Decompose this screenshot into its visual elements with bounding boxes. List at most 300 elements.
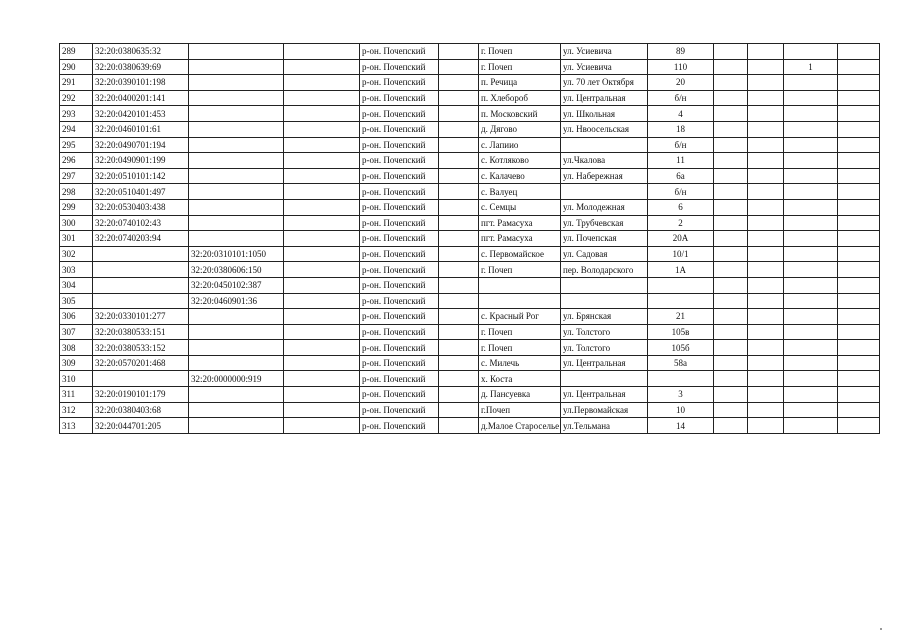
cell-num: 291 (60, 75, 93, 91)
cell-locality: с. Красный Рог (479, 309, 561, 325)
table-row (60, 137, 880, 153)
cell-locality: д. Пансуевка (479, 387, 561, 403)
cell-street (561, 277, 648, 293)
cell-district: р-он. Почепский (360, 324, 439, 340)
cell-locality: г.Почеп (479, 402, 561, 418)
cell-blank (439, 215, 479, 231)
cell-district: р-он. Почепский (360, 418, 439, 434)
cell-cad2 (189, 355, 284, 371)
cell-num: 307 (60, 324, 93, 340)
cell-blank (284, 277, 360, 293)
cell-street: ул. Усиевича (561, 44, 648, 60)
cell-house: 3 (648, 387, 714, 403)
cell-street: ул.Тельмана (561, 418, 648, 434)
cell-blank (838, 215, 880, 231)
cell-street: ул.Чкалова (561, 153, 648, 169)
cell-blank (748, 59, 784, 75)
cell-cad2 (189, 324, 284, 340)
cell-blank (714, 355, 748, 371)
cell-blank (439, 387, 479, 403)
cell-blank (439, 340, 479, 356)
cell-cad1: 32:20:0510401:497 (93, 184, 189, 200)
cell-blank (714, 199, 748, 215)
cell-district: р-он. Почепский (360, 137, 439, 153)
cell-house: 58а (648, 355, 714, 371)
table-row (60, 90, 880, 106)
cell-blank (284, 387, 360, 403)
cell-cad1 (93, 371, 189, 387)
table-row (60, 324, 880, 340)
cell-locality: д.Малое Староселье (479, 418, 561, 434)
cell-cad2: 32:20:0000000:919 (189, 371, 284, 387)
cell-blank (748, 355, 784, 371)
cell-street: ул. Толстого (561, 324, 648, 340)
cell-num: 310 (60, 371, 93, 387)
cell-district: р-он. Почепский (360, 309, 439, 325)
cell-blank (284, 340, 360, 356)
cell-district: р-он. Почепский (360, 75, 439, 91)
cell-blank (284, 371, 360, 387)
cell-house: 10/1 (648, 246, 714, 262)
cell-blank (838, 277, 880, 293)
cell-num: 293 (60, 106, 93, 122)
cell-district: р-он. Почепский (360, 277, 439, 293)
cell-street: ул. Центральная (561, 387, 648, 403)
cell-street (561, 371, 648, 387)
cell-blank (439, 59, 479, 75)
cell-house: б/н (648, 184, 714, 200)
table-row (60, 168, 880, 184)
cell-blank (838, 184, 880, 200)
cell-blank (748, 121, 784, 137)
property-registry-table (59, 43, 880, 434)
cell-extra (784, 340, 838, 356)
cell-blank (748, 184, 784, 200)
cell-street: ул. Усиевича (561, 59, 648, 75)
table-row (60, 277, 880, 293)
cell-extra (784, 44, 838, 60)
table-row (60, 153, 880, 169)
cell-blank (439, 309, 479, 325)
cell-blank (714, 44, 748, 60)
cell-cad2 (189, 121, 284, 137)
cell-blank (748, 199, 784, 215)
cell-num: 292 (60, 90, 93, 106)
cell-locality: п. Московский (479, 106, 561, 122)
cell-house: 105в (648, 324, 714, 340)
cell-cad1: 32:20:0490701:194 (93, 137, 189, 153)
cell-district: р-он. Почепский (360, 402, 439, 418)
cell-extra (784, 402, 838, 418)
cell-num: 305 (60, 293, 93, 309)
cell-locality: с. Первомайское (479, 246, 561, 262)
cell-blank (714, 246, 748, 262)
cell-cad1: 32:20:0530403:438 (93, 199, 189, 215)
cell-num: 312 (60, 402, 93, 418)
cell-blank (284, 309, 360, 325)
cell-blank (284, 293, 360, 309)
table-row (60, 418, 880, 434)
cell-extra (784, 153, 838, 169)
cell-blank (284, 262, 360, 278)
cell-extra (784, 309, 838, 325)
cell-blank (838, 137, 880, 153)
cell-house: 11 (648, 153, 714, 169)
cell-blank (439, 371, 479, 387)
cell-locality: г. Почеп (479, 59, 561, 75)
cell-blank (748, 418, 784, 434)
cell-extra (784, 168, 838, 184)
cell-extra (784, 355, 838, 371)
cell-num: 311 (60, 387, 93, 403)
cell-house: 1А (648, 262, 714, 278)
cell-cad1 (93, 246, 189, 262)
table-row (60, 371, 880, 387)
cell-blank (439, 199, 479, 215)
cell-blank (284, 215, 360, 231)
cell-blank (748, 293, 784, 309)
cell-cad1 (93, 262, 189, 278)
cell-house: 14 (648, 418, 714, 434)
cell-district: р-он. Почепский (360, 215, 439, 231)
cell-blank (714, 402, 748, 418)
cell-house: 2 (648, 215, 714, 231)
cell-cad1 (93, 293, 189, 309)
cell-locality: п. Хлебороб (479, 90, 561, 106)
cell-street: ул.Первомайская (561, 402, 648, 418)
cell-cad2 (189, 137, 284, 153)
cell-street: ул. Почепская (561, 231, 648, 247)
cell-blank (714, 59, 748, 75)
cell-blank (439, 355, 479, 371)
cell-extra (784, 324, 838, 340)
table-row (60, 184, 880, 200)
cell-blank (714, 309, 748, 325)
cell-blank (714, 418, 748, 434)
cell-house: 18 (648, 121, 714, 137)
table-row (60, 340, 880, 356)
cell-blank (439, 231, 479, 247)
cell-cad1 (93, 277, 189, 293)
cell-house (648, 277, 714, 293)
cell-street: ул. Молодежная (561, 199, 648, 215)
cell-num: 295 (60, 137, 93, 153)
cell-blank (284, 137, 360, 153)
cell-blank (284, 75, 360, 91)
cell-extra (784, 137, 838, 153)
cell-blank (714, 371, 748, 387)
cell-blank (748, 402, 784, 418)
cell-num: 290 (60, 59, 93, 75)
cell-blank (439, 121, 479, 137)
cell-blank (748, 262, 784, 278)
cell-house: 110 (648, 59, 714, 75)
cell-house: 89 (648, 44, 714, 60)
cell-district: р-он. Почепский (360, 59, 439, 75)
cell-house: 10 (648, 402, 714, 418)
cell-house: 105б (648, 340, 714, 356)
table-row (60, 106, 880, 122)
cell-blank (439, 418, 479, 434)
table-row (60, 121, 880, 137)
cell-extra (784, 184, 838, 200)
cell-cad2: 32:20:0310101:1050 (189, 246, 284, 262)
cell-district: р-он. Почепский (360, 121, 439, 137)
cell-house: 6а (648, 168, 714, 184)
table-row (60, 215, 880, 231)
cell-extra (784, 199, 838, 215)
cell-street: пер. Володарского (561, 262, 648, 278)
cell-extra (784, 277, 838, 293)
cell-blank (284, 199, 360, 215)
cell-num: 308 (60, 340, 93, 356)
cell-house: б/н (648, 90, 714, 106)
cell-house: 20 (648, 75, 714, 91)
table-row (60, 59, 880, 75)
table-row (60, 44, 880, 60)
cell-locality: с. Лапиио (479, 137, 561, 153)
cell-blank (284, 59, 360, 75)
cell-locality: х. Коста (479, 371, 561, 387)
cell-blank (284, 231, 360, 247)
table-row (60, 402, 880, 418)
cell-extra (784, 215, 838, 231)
cell-blank (284, 184, 360, 200)
cell-blank (714, 293, 748, 309)
cell-cad2 (189, 153, 284, 169)
cell-locality: г. Почеп (479, 262, 561, 278)
cell-blank (439, 106, 479, 122)
cell-extra (784, 90, 838, 106)
cell-street: ул. Брянская (561, 309, 648, 325)
cell-blank (838, 418, 880, 434)
cell-num: 306 (60, 309, 93, 325)
cell-blank (439, 293, 479, 309)
cell-blank (748, 153, 784, 169)
cell-blank (439, 184, 479, 200)
cell-district: р-он. Почепский (360, 184, 439, 200)
cell-cad1: 32:20:0380635:32 (93, 44, 189, 60)
cell-blank (714, 137, 748, 153)
cell-blank (748, 90, 784, 106)
cell-locality: пгт. Рамасуха (479, 231, 561, 247)
cell-district: р-он. Почепский (360, 106, 439, 122)
cell-blank (838, 387, 880, 403)
cell-blank (714, 75, 748, 91)
cell-cad2 (189, 309, 284, 325)
cell-district: р-он. Почепский (360, 355, 439, 371)
cell-blank (439, 153, 479, 169)
cell-blank (284, 44, 360, 60)
cell-house (648, 293, 714, 309)
cell-blank (838, 309, 880, 325)
cell-blank (838, 324, 880, 340)
cell-cad1: 32:20:0740102:43 (93, 215, 189, 231)
cell-blank (838, 371, 880, 387)
cell-extra (784, 262, 838, 278)
cell-cad1: 32:20:0380533:151 (93, 324, 189, 340)
cell-street (561, 293, 648, 309)
cell-blank (748, 277, 784, 293)
cell-locality: п. Речица (479, 75, 561, 91)
cell-blank (439, 90, 479, 106)
cell-blank (838, 75, 880, 91)
table-row (60, 309, 880, 325)
cell-blank (284, 168, 360, 184)
cell-blank (284, 153, 360, 169)
cell-blank (748, 371, 784, 387)
cell-blank (748, 309, 784, 325)
registry-body (60, 44, 880, 434)
table-row (60, 293, 880, 309)
cell-blank (439, 44, 479, 60)
cell-cad1: 32:20:044701:205 (93, 418, 189, 434)
cell-street: ул. Нвоосельская (561, 121, 648, 137)
cell-num: 299 (60, 199, 93, 215)
cell-locality: с. Котляково (479, 153, 561, 169)
cell-blank (284, 90, 360, 106)
cell-street: ул. Садовая (561, 246, 648, 262)
cell-street: ул. Толстого (561, 340, 648, 356)
cell-cad2 (189, 168, 284, 184)
cell-cad1: 32:20:0570201:468 (93, 355, 189, 371)
cell-locality: с. Валуец (479, 184, 561, 200)
cell-street: ул. Школьная (561, 106, 648, 122)
cell-house: 6 (648, 199, 714, 215)
cell-street: ул. 70 лет Октября (561, 75, 648, 91)
cell-blank (714, 277, 748, 293)
cell-cad1: 32:20:0380639:69 (93, 59, 189, 75)
cell-extra (784, 75, 838, 91)
cell-blank (439, 168, 479, 184)
cell-street: ул. Центральная (561, 355, 648, 371)
cell-cad1: 32:20:0380403:68 (93, 402, 189, 418)
cell-blank (714, 387, 748, 403)
cell-blank (838, 231, 880, 247)
cell-cad2: 32:20:0380606:150 (189, 262, 284, 278)
cell-street: ул. Набережная (561, 168, 648, 184)
cell-house: 4 (648, 106, 714, 122)
cell-locality: д. Дягово (479, 121, 561, 137)
cell-cad2 (189, 340, 284, 356)
cell-district: р-он. Почепский (360, 246, 439, 262)
cell-cad2 (189, 402, 284, 418)
cell-cad1: 32:20:0490901:199 (93, 153, 189, 169)
cell-cad1: 32:20:0460101:61 (93, 121, 189, 137)
cell-street: ул. Центральная (561, 90, 648, 106)
cell-blank (838, 355, 880, 371)
cell-blank (748, 168, 784, 184)
cell-blank (714, 153, 748, 169)
cell-cad2 (189, 44, 284, 60)
cell-cad1: 32:20:0420101:453 (93, 106, 189, 122)
cell-blank (439, 402, 479, 418)
cell-street (561, 137, 648, 153)
cell-extra (784, 246, 838, 262)
cell-blank (838, 293, 880, 309)
cell-district: р-он. Почепский (360, 387, 439, 403)
table-row (60, 75, 880, 91)
cell-blank (714, 231, 748, 247)
cell-num: 297 (60, 168, 93, 184)
cell-blank (838, 59, 880, 75)
cell-num: 304 (60, 277, 93, 293)
table-row (60, 262, 880, 278)
cell-cad2 (189, 75, 284, 91)
cell-blank (838, 106, 880, 122)
table-row (60, 199, 880, 215)
cell-blank (439, 137, 479, 153)
cell-cad2: 32:20:0450102:387 (189, 277, 284, 293)
cell-district: р-он. Почепский (360, 262, 439, 278)
table-row (60, 246, 880, 262)
cell-cad2 (189, 231, 284, 247)
cell-cad1: 32:20:0740203:94 (93, 231, 189, 247)
cell-blank (838, 262, 880, 278)
cell-extra (784, 121, 838, 137)
cell-blank (714, 184, 748, 200)
cell-blank (714, 106, 748, 122)
cell-num: 289 (60, 44, 93, 60)
cell-house (648, 371, 714, 387)
cell-blank (439, 262, 479, 278)
cell-house: 20А (648, 231, 714, 247)
cell-district: р-он. Почепский (360, 168, 439, 184)
cell-num: 313 (60, 418, 93, 434)
cell-blank (838, 90, 880, 106)
cell-locality: г. Почеп (479, 44, 561, 60)
cell-street (561, 184, 648, 200)
cell-blank (284, 324, 360, 340)
cell-blank (838, 121, 880, 137)
cell-blank (284, 121, 360, 137)
cell-cad1: 32:20:0390101:198 (93, 75, 189, 91)
cell-district: р-он. Почепский (360, 340, 439, 356)
cell-blank (714, 215, 748, 231)
cell-blank (838, 402, 880, 418)
cell-blank (838, 246, 880, 262)
cell-locality: пгт. Рамасуха (479, 215, 561, 231)
cell-blank (714, 324, 748, 340)
cell-cad1: 32:20:0510101:142 (93, 168, 189, 184)
cell-street: ул. Трубчевская (561, 215, 648, 231)
cell-num: 303 (60, 262, 93, 278)
cell-blank (748, 231, 784, 247)
cell-district: р-он. Почепский (360, 90, 439, 106)
cell-district: р-он. Почепский (360, 199, 439, 215)
cell-num: 301 (60, 231, 93, 247)
cell-blank (748, 44, 784, 60)
cell-extra (784, 371, 838, 387)
cell-blank (439, 75, 479, 91)
cell-extra (784, 387, 838, 403)
cell-locality: с. Семцы (479, 199, 561, 215)
cell-blank (748, 137, 784, 153)
cell-blank (714, 90, 748, 106)
page-speck (880, 628, 882, 630)
cell-district: р-он. Почепский (360, 153, 439, 169)
cell-blank (714, 168, 748, 184)
cell-cad2 (189, 418, 284, 434)
cell-blank (748, 387, 784, 403)
cell-blank (284, 355, 360, 371)
cell-blank (748, 340, 784, 356)
cell-locality (479, 277, 561, 293)
cell-cad2 (189, 59, 284, 75)
cell-cad2 (189, 215, 284, 231)
table-row (60, 387, 880, 403)
cell-cad2 (189, 199, 284, 215)
